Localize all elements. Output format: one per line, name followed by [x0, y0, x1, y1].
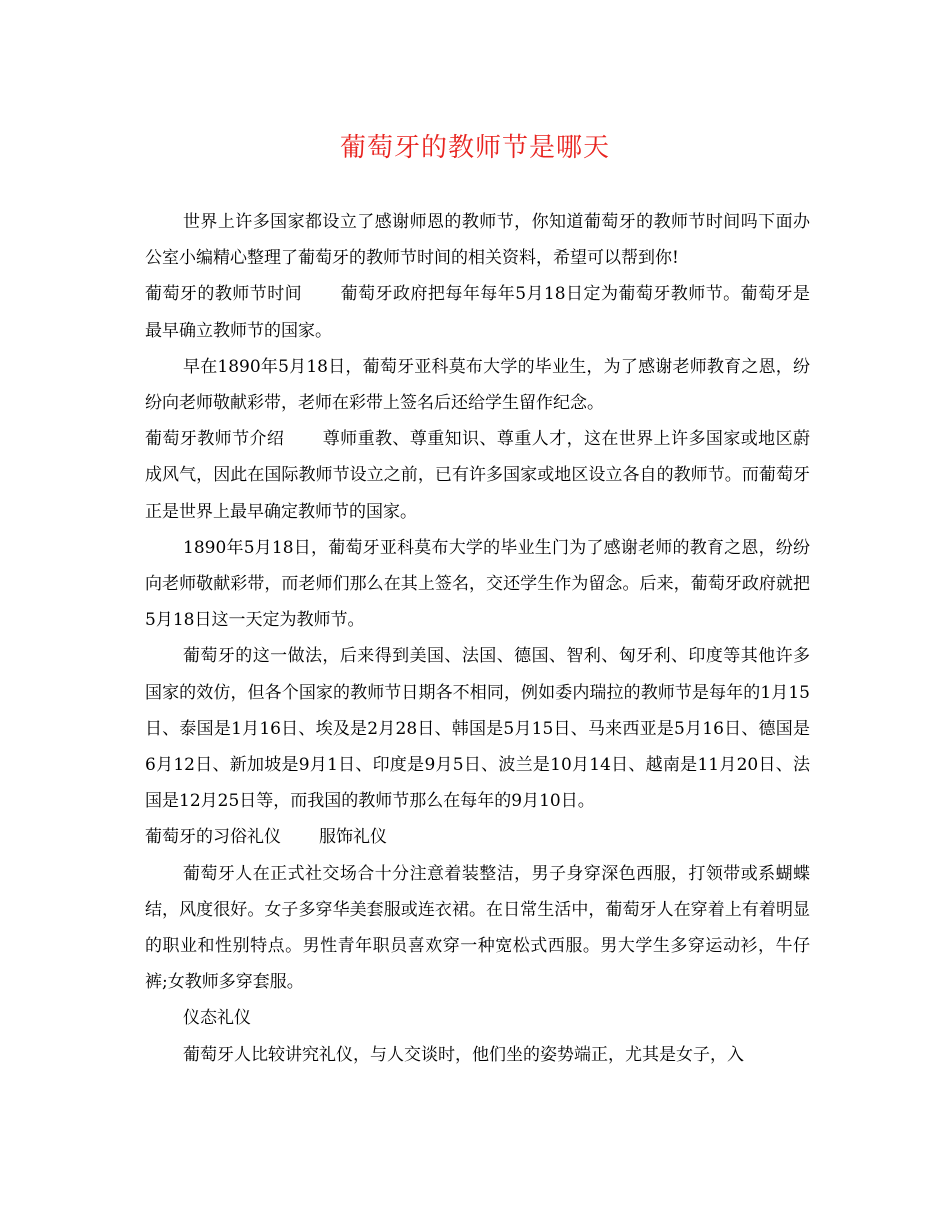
section-heading: 葡萄牙的教师节时间 [145, 284, 303, 305]
paragraph-text: 尊师重教、尊重知识、尊重人才，这在世界上许多国家或地区蔚成风气，因此在国际教师节设立之前，已有许多国家或地区设立各自的教师节。而葡萄牙正是世界上最早确定教师节的国家。 [145, 429, 811, 522]
paragraph-manners: 葡萄牙人比较讲究礼仪，与人交谈时，他们坐的姿势端正，尤其是女子，入 [183, 1044, 744, 1065]
section-heading: 葡萄牙教师节介绍 [145, 429, 285, 450]
page-title: 葡萄牙的教师节是哪天 [339, 133, 610, 163]
document-body [145, 204, 810, 1073]
paragraph-text: 葡萄牙政府把每年每年5月18日定为葡萄牙教师节。葡萄牙是最早确立教师节的国家。 [145, 284, 810, 341]
section-teachers-day-date [145, 276, 810, 348]
paragraph-origin: 早在1890年5月18日，葡萄牙亚科莫布大学的毕业生，为了感谢老师教育之恩，纷纷向老师敬献彩带，老师在彩带上签名后还给学生留作纪念。 [145, 356, 810, 414]
paragraph-intro: 世界上许多国家都设立了感谢师恩的教师节，你知道葡萄牙的教师节时间吗下面办公室小编精心整理了葡萄牙的教师节时间的相关资料，希望可以帮到你! [145, 212, 810, 269]
paragraph-history: 1890年5月18日，葡萄牙亚科莫布大学的毕业生门为了感谢老师的教育之恩，纷纷向老师敬献彩带，而老师们那么在其上签名，交还学生作为留念。后来，葡萄牙政府就把5月18日这一天定为教师节。 [145, 537, 810, 631]
subsection-heading-manners: 仪态礼仪 [183, 1008, 251, 1029]
subsection-heading: 服饰礼仪 [319, 827, 387, 848]
section-heading: 葡萄牙的习俗礼仪 [145, 827, 281, 848]
section-teachers-day-intro [145, 421, 810, 530]
paragraph-clothing: 葡萄牙人在正式社交场合十分注意着装整洁，男子身穿深色西服，打领带或系蝴蝶结，风度很好。女子多穿华美套服或连衣裙。在日常生活中，葡萄牙人在穿着上有着明显的职业和性别特点。男性青年职员喜欢穿一种宽松式西服。男大学生多穿运动衫，牛仔裤;女教师多穿套服。 [145, 863, 810, 993]
paragraph-other-countries: 葡萄牙的这一做法，后来得到美国、法国、德国、智利、匈牙利、印度等其他许多国家的效仿，但各个国家的教师节日期各不相同，例如委内瑞拉的教师节是每年的1月15日、泰国是1月16日、埃及是2月28日、韩国是5月15日、马来西亚是5月16日、德国是6月12日、新加坡是9月1日、印度是9月5日、波兰是10月14日、越南是11月20日、法国是12月25日等，而我国的教师节那么在每年的9月10日。 [145, 646, 810, 812]
section-customs [145, 819, 810, 855]
